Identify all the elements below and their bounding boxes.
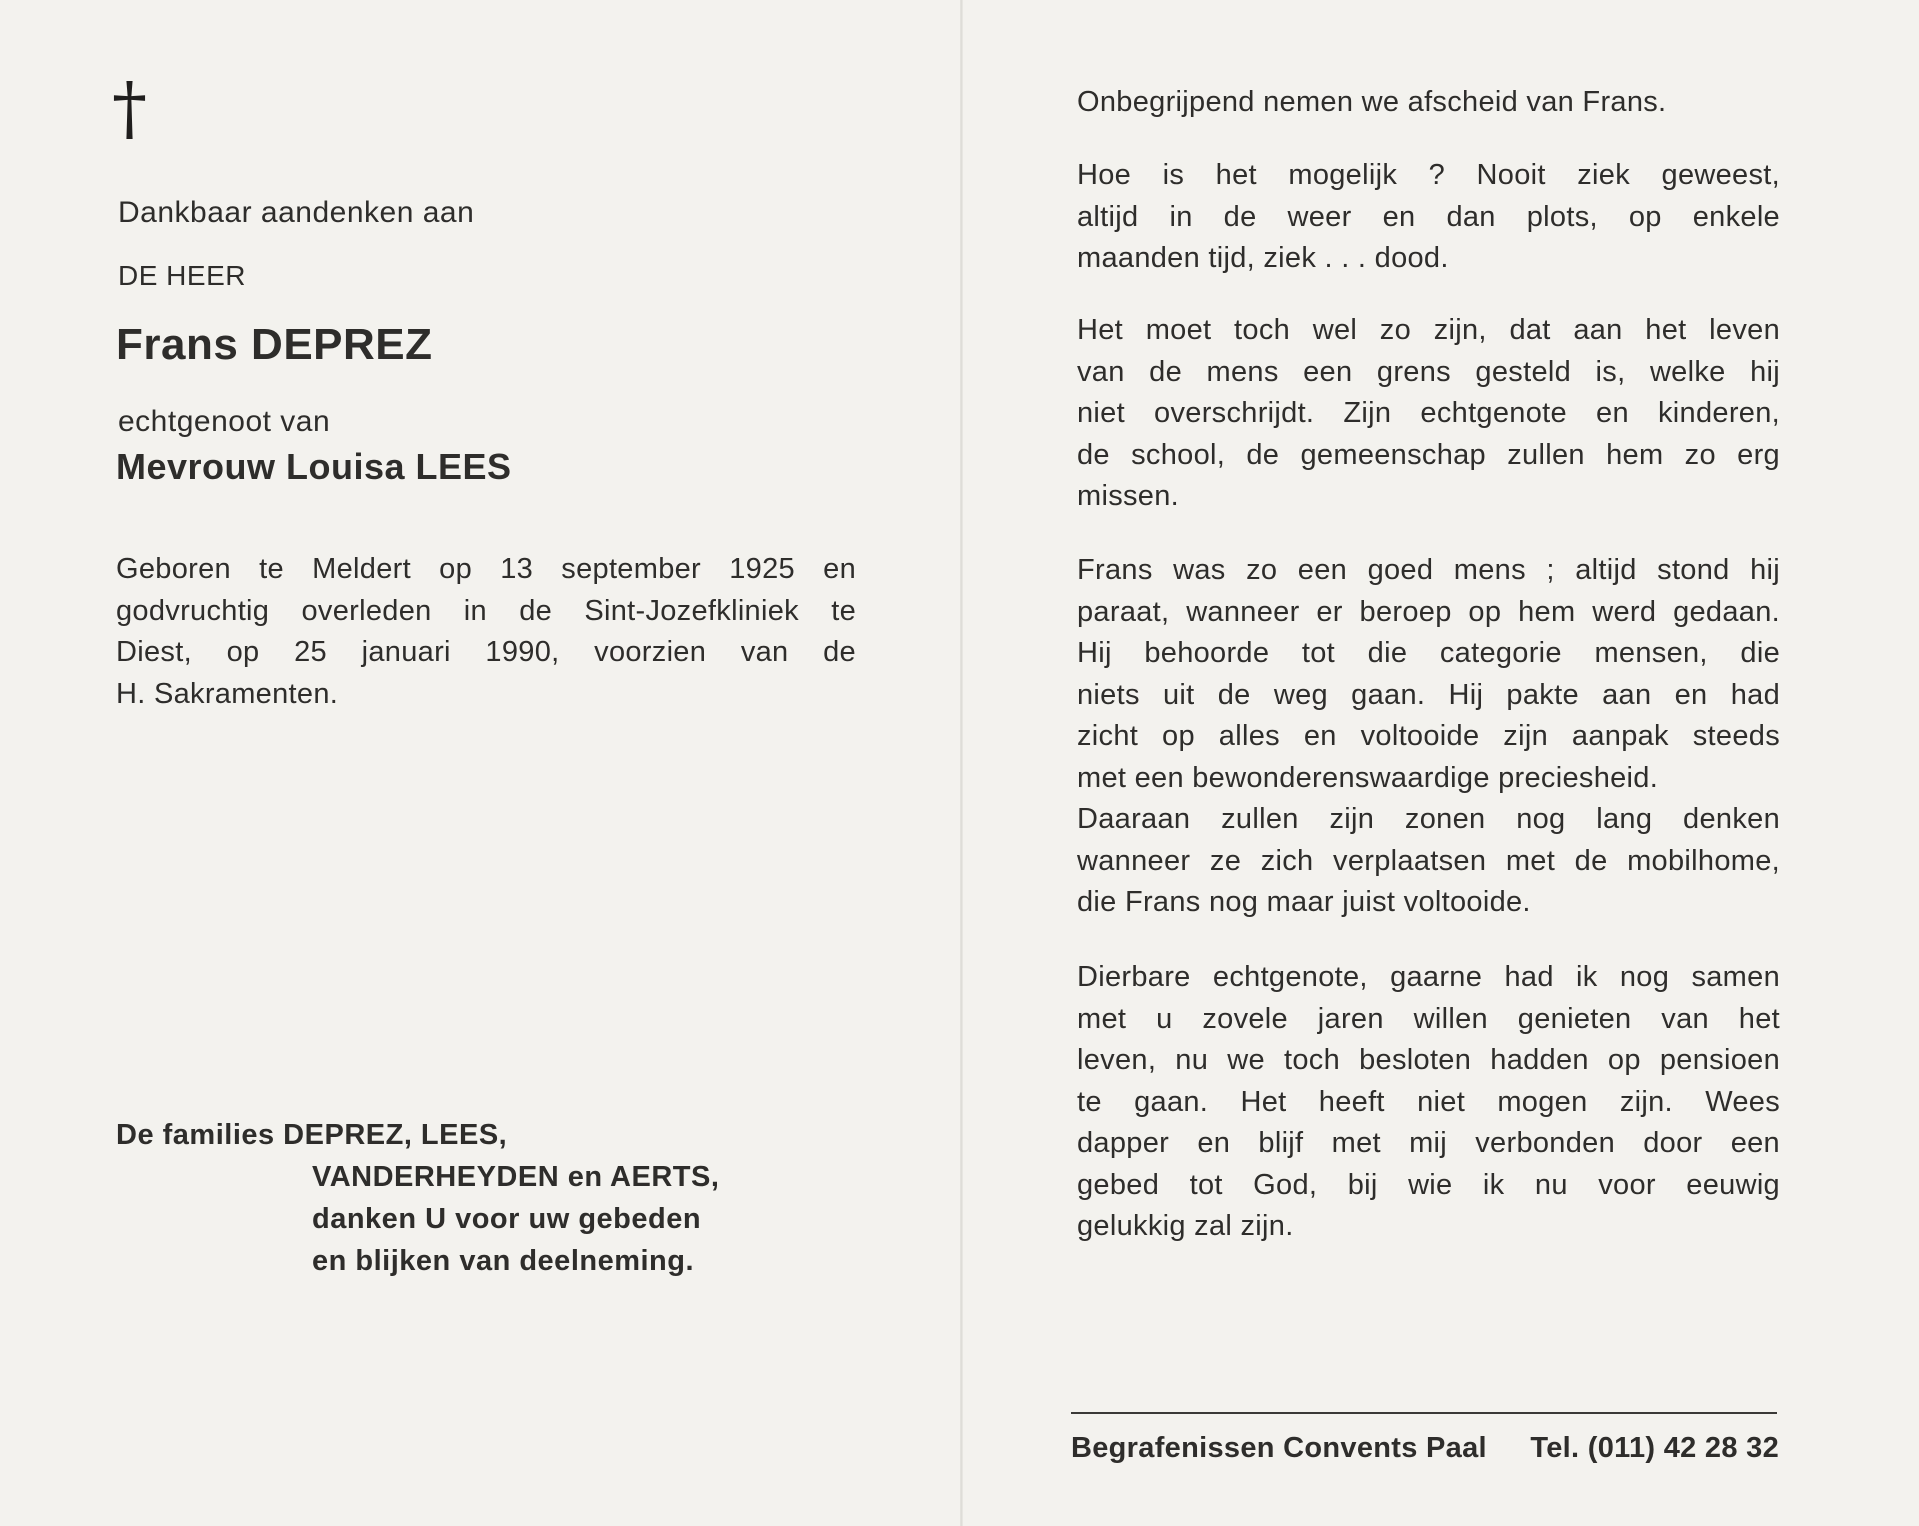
paragraph-4 [1077,550,1780,924]
funeral-home-footer [1071,1428,1779,1468]
text-line: altijd in de weer en dan plots, op enkele [1077,200,1780,233]
text-line: niets uit de weg gaan. Hij pakte aan en had [1077,678,1780,711]
farewell-paragraph [1077,82,1780,124]
text-line: met u zovele jaren willen genieten van het [1077,1002,1780,1035]
right-page [963,0,1919,1526]
text-line: van de mens een grens gesteld is, welke hij [1077,355,1780,388]
spouse-name: Mevrouw Louisa LEES [116,446,512,487]
text-line: Onbegrijpend nemen we afscheid van Frans. [1077,86,1667,118]
families-line: VANDERHEYDEN en AERTS, [312,1161,720,1193]
paragraph-3 [1077,310,1780,518]
biography-paragraph [116,549,856,715]
families-thanks [116,1114,719,1282]
cross-icon: † [112,67,147,149]
text-line: niet overschrijdt. Zijn echtgenote en kinderen, [1077,397,1780,429]
families-line: danken U voor uw gebeden [312,1203,702,1235]
text-line: Frans was zo een goed mens ; altijd stond hij [1077,554,1780,586]
honorific-title: DE HEER [118,260,246,291]
text-line: zicht op alles en voltooide zijn aanpak steeds [1077,720,1780,752]
text-line: wanneer ze zich verplaatsen met de mobilhome, [1077,844,1780,877]
paragraph-5 [1077,957,1780,1248]
text-line: maanden tijd, ziek . . . dood. [1077,242,1449,274]
bio-line: Geboren te Meldert op 13 september 1925 en [116,553,856,585]
bio-line: H. Sakramenten. [116,677,339,710]
text-line: te gaan. Het heeft niet mogen zijn. Wees [1077,1085,1780,1118]
text-line: Hij behoorde tot die categorie mensen, die [1077,637,1780,669]
text-line: Het moet toch wel zo zijn, dat aan het leven [1077,314,1780,346]
text-line: de school, de gemeenschap zullen hem zo erg [1077,438,1780,471]
deceased-name: Frans DEPREZ [116,320,433,369]
footer-divider [1071,1412,1777,1414]
text-line: dapper en blijf met mij verbonden door een [1077,1127,1780,1159]
text-line: Hoe is het mogelijk ? Nooit ziek geweest, [1077,159,1780,191]
bio-line: godvruchtig overleden in de Sint-Jozefkliniek te [116,594,856,627]
text-line: Daaraan zullen zijn zonen nog lang denken [1077,803,1780,835]
text-line: leven, nu we toch besloten hadden op pensioen [1077,1044,1780,1076]
text-line: paraat, wanneer er beroep op hem werd gedaan. [1077,595,1780,628]
bio-line: Diest, op 25 januari 1990, voorzien van de [116,636,856,668]
text-line: die Frans nog maar juist voltooide. [1077,886,1531,918]
text-line: met een bewonderenswaardige preciesheid. [1077,761,1659,794]
funeral-home-phone: Tel. (011) 42 28 32 [1530,1432,1779,1464]
text-line: gebed tot God, bij wie ik nu voor eeuwig [1077,1168,1780,1201]
families-line: en blijken van deelneming. [312,1245,695,1277]
families-line: De families DEPREZ, LEES, [116,1119,508,1151]
funeral-home-name: Begrafenissen Convents Paal [1071,1432,1487,1464]
paragraph-2 [1077,155,1780,280]
text-line: gelukkig zal zijn. [1077,1210,1294,1242]
text-line: missen. [1077,480,1180,512]
spouse-label: echtgenoot van [118,405,331,438]
text-line: Dierbare echtgenote, gaarne had ik nog samen [1077,961,1780,993]
in-memory-heading: Dankbaar aandenken aan [118,196,475,229]
